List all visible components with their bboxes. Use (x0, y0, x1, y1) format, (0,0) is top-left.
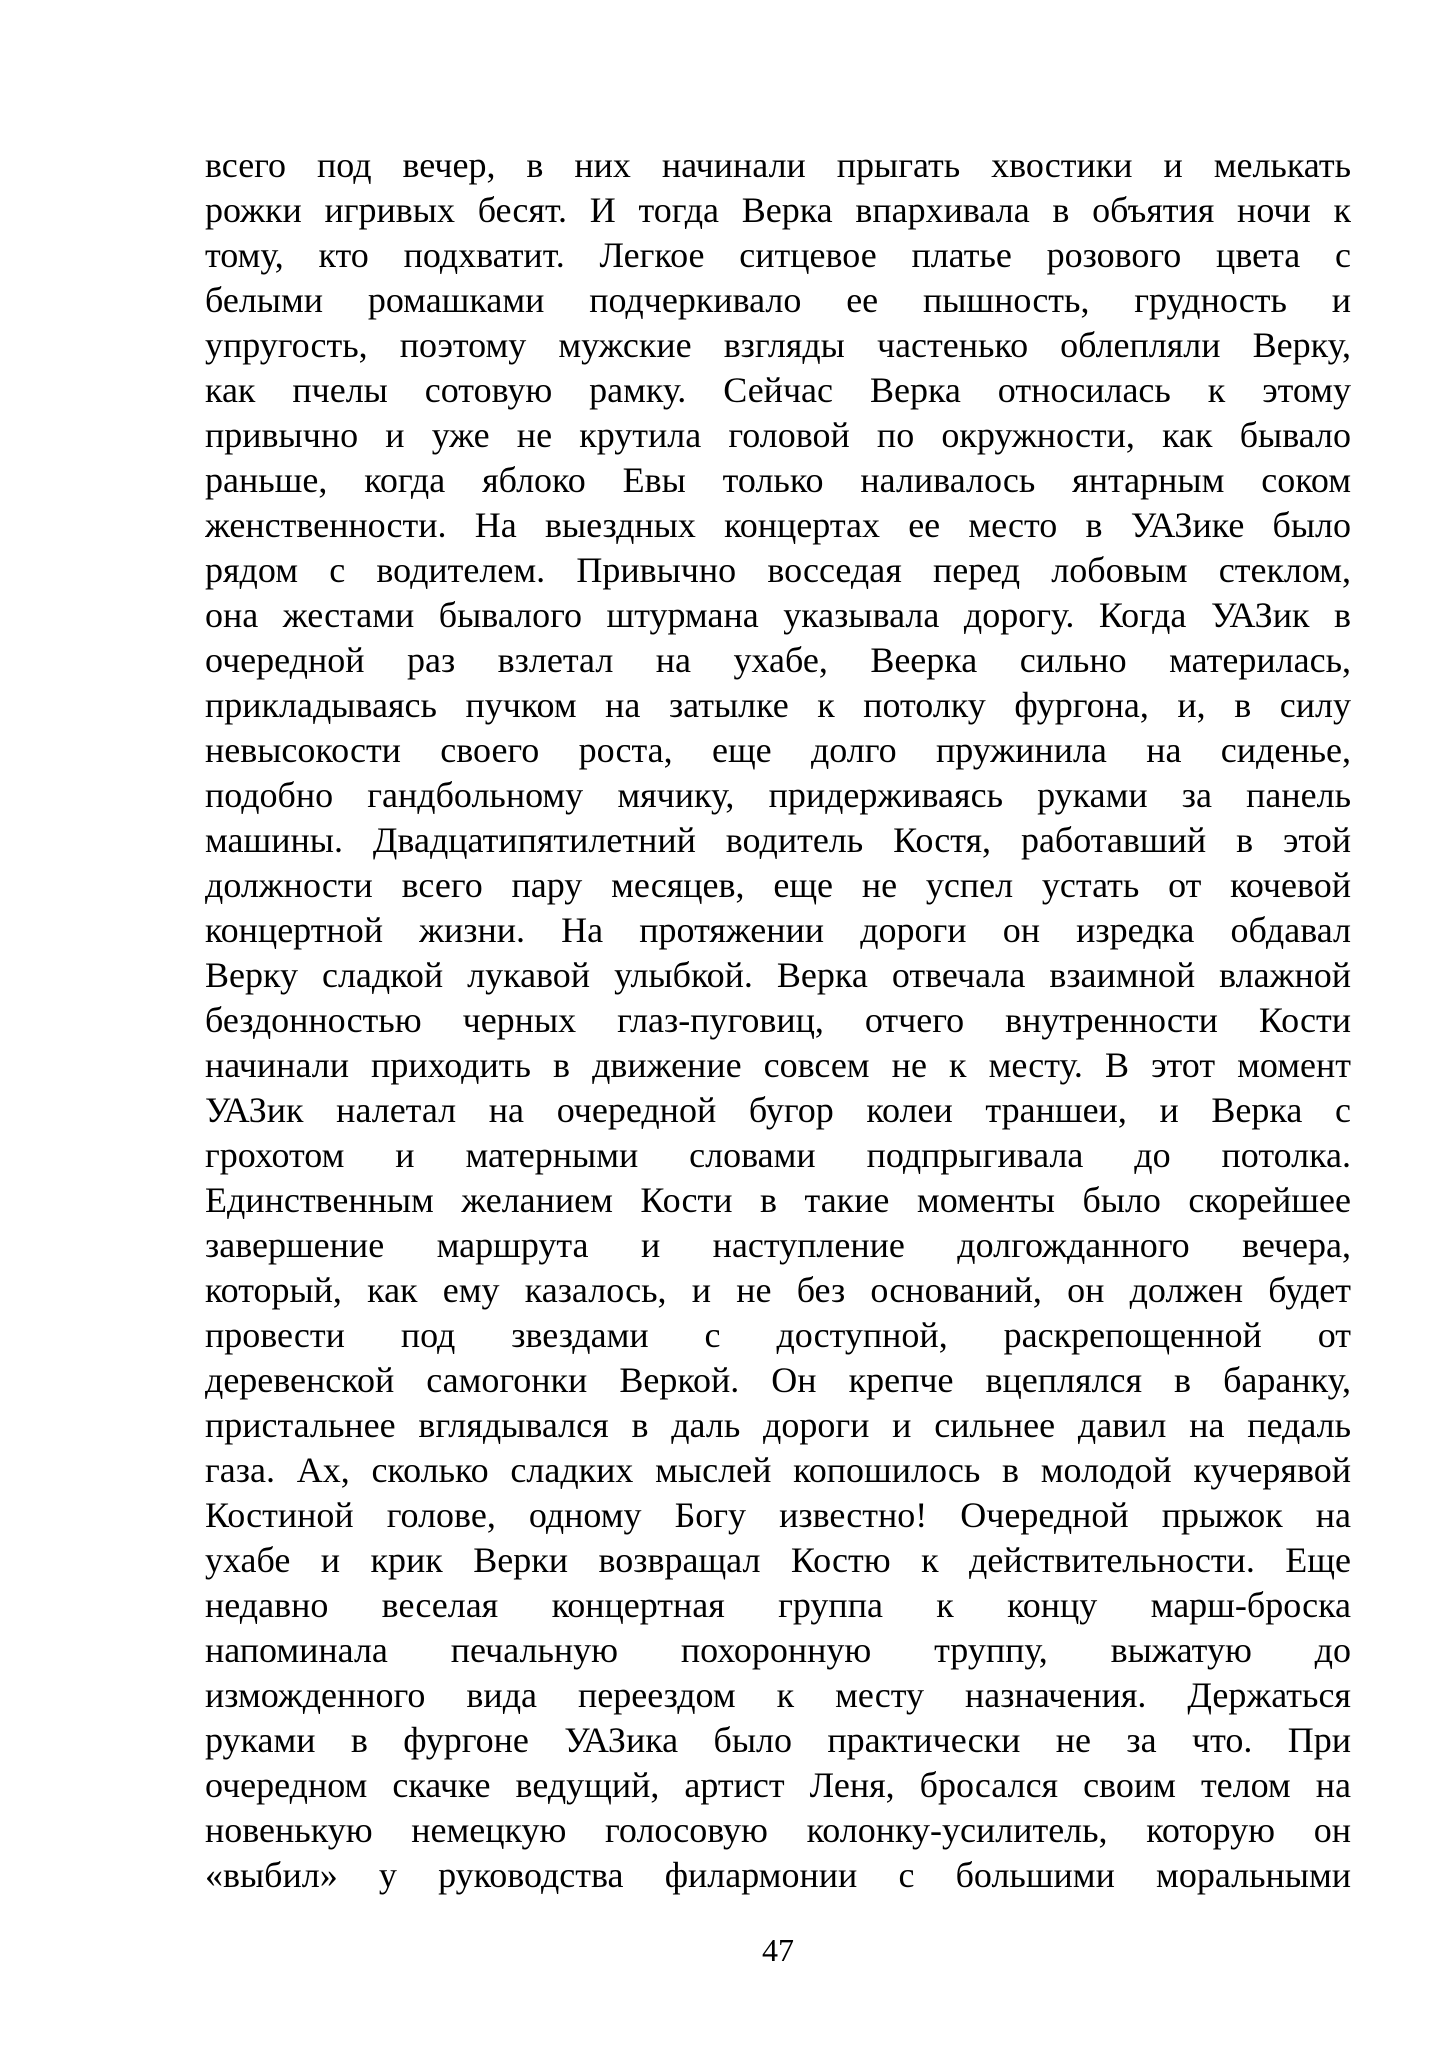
text-line: очередном скачке ведущий, артист Леня, бросался своим телом на (205, 1765, 1351, 1805)
text-line: упругость, поэтому мужские взгляды частенько облепляли Верку, (205, 325, 1351, 365)
text-line: как пчелы сотовую рамку. Сейчас Верка относилась к этому (205, 370, 1351, 410)
text-line: деревенской самогонки Веркой. Он крепче вцеплялся в баранку, (205, 1360, 1351, 1400)
text-line: начинали приходить в движение совсем не к месту. В этот момент (205, 1045, 1351, 1085)
text-line: рядом с водителем. Привычно восседая перед лобовым стеклом, (205, 550, 1351, 590)
text-line: напоминала печальную похоронную труппу, выжатую до (205, 1630, 1351, 1670)
text-line: рожки игривых бесят. И тогда Верка впархивала в объятия ночи к (205, 190, 1351, 230)
text-line: тому, кто подхватит. Легкое ситцевое платье розового цвета с (205, 235, 1351, 275)
text-line: подобно гандбольному мячику, придерживаясь руками за панель (205, 775, 1351, 815)
text-line: провести под звездами с доступной, раскрепощенной от (205, 1315, 1351, 1355)
text-line: УАЗик налетал на очередной бугор колеи траншеи, и Верка с (205, 1090, 1351, 1130)
text-line: ухабе и крик Верки возвращал Костю к действительности. Еще (205, 1540, 1351, 1580)
text-line: раньше, когда яблоко Евы только наливалось янтарным соком (205, 460, 1351, 500)
text-line: белыми ромашками подчеркивало ее пышность, грудность и (205, 280, 1351, 320)
text-line: завершение маршрута и наступление долгожданного вечера, (205, 1225, 1351, 1265)
text-line: она жестами бывалого штурмана указывала дорогу. Когда УАЗик в (205, 595, 1351, 635)
text-line: новенькую немецкую голосовую колонку-усилитель, которую он (205, 1810, 1351, 1850)
text-line: пристальнее вглядывался в даль дороги и сильнее давил на педаль (205, 1405, 1351, 1445)
text-line: невысокости своего роста, еще долго пружинила на сиденье, (205, 730, 1351, 770)
text-line: прикладываясь пучком на затылке к потолку фургона, и, в силу (205, 685, 1351, 725)
text-line: Костиной голове, одному Богу известно! Очередной прыжок на (205, 1495, 1351, 1535)
text-line: очередной раз взлетал на ухабе, Веерка сильно материлась, (205, 640, 1351, 680)
text-line: газа. Ах, сколько сладких мыслей копошилось в молодой кучерявой (205, 1450, 1351, 1490)
text-line: должности всего пару месяцев, еще не успел устать от кочевой (205, 865, 1351, 905)
text-line: машины. Двадцатипятилетний водитель Костя, работавший в этой (205, 820, 1351, 860)
text-line: всего под вечер, в них начинали прыгать хвостики и мелькать (205, 145, 1351, 185)
page-number: 47 (762, 1932, 794, 1968)
text-line: женственности. На выездных концертах ее место в УАЗике было (205, 505, 1351, 545)
text-line: руками в фургоне УАЗика было практически не за что. При (205, 1720, 1351, 1760)
text-line: который, как ему казалось, и не без оснований, он должен будет (205, 1270, 1351, 1310)
text-line: бездонностью черных глаз-пуговиц, отчего внутренности Кости (205, 1000, 1351, 1040)
text-line: грохотом и матерными словами подпрыгивала до потолка. (205, 1135, 1351, 1175)
text-line: изможденного вида переездом к месту назначения. Держаться (205, 1675, 1351, 1715)
text-line: недавно веселая концертная группа к концу марш-броска (205, 1585, 1351, 1625)
body-text (205, 143, 1351, 1898)
text-line: Верку сладкой лукавой улыбкой. Верка отвечала взаимной влажной (205, 955, 1351, 995)
text-line: «выбил» у руководства филармонии с большими моральными (205, 1855, 1351, 1895)
text-line: привычно и уже не крутила головой по окружности, как бывало (205, 415, 1351, 455)
text-line: Единственным желанием Кости в такие моменты было скорейшее (205, 1180, 1351, 1220)
text-line: концертной жизни. На протяжении дороги он изредка обдавал (205, 910, 1351, 950)
